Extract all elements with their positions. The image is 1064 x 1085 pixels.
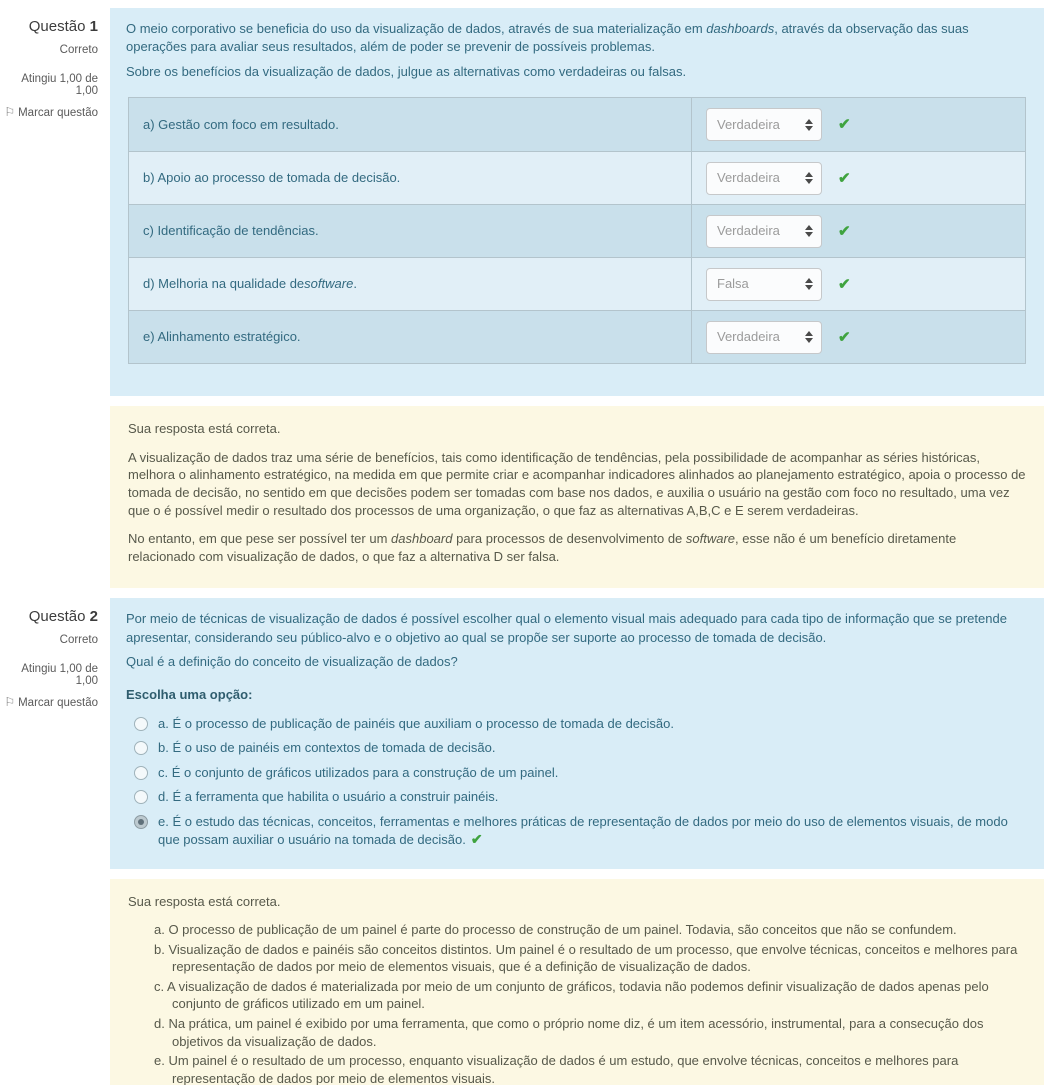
statement-cell	[129, 258, 692, 310]
select-arrows-icon	[805, 331, 813, 343]
select-value: Verdadeira	[717, 116, 780, 132]
question-2-text-1: Por meio de técnicas de visualização de dados é possível escolher qual o elemento visual mais adequado para cada tipo de informação que se pretende apresentar, considerando seu público-alvo e o objetivo ao qual se propõe ser suporte ao processo de tomada de decisão.	[126, 611, 1007, 645]
question-1-text-1	[126, 20, 1028, 57]
feedback-2-row	[0, 879, 1044, 1085]
answer-cell	[692, 311, 1025, 363]
answer-option-e[interactable]	[126, 810, 1028, 853]
select-arrows-icon	[805, 278, 813, 290]
answer-cell	[692, 98, 1025, 151]
feedback-1	[110, 406, 1044, 588]
statement-cell	[129, 311, 692, 363]
feedback-heading: Sua resposta está correta.	[128, 893, 281, 909]
info-spacer	[0, 406, 110, 588]
question-1-text-2: Sobre os benefícios da visualização de dados, julgue as alternativas como verdadeiras ou falsas.	[126, 63, 687, 79]
table-row-b	[129, 151, 1025, 204]
feedback-item-c: c. A visualização de dados é materializada por meio de um conjunto de gráficos, todavia não podemos definir visualização de dados apenas pelo conjunto de gráficos utilizado em um painel.	[154, 978, 989, 1012]
question-1-grade: Atingiu 1,00 de 1,00	[21, 73, 98, 97]
select-arrows-icon	[805, 119, 813, 131]
feedback-list	[154, 921, 1026, 1085]
question-2-content	[110, 598, 1044, 869]
answer-cell	[692, 152, 1025, 204]
correct-check-icon: ✔	[470, 831, 483, 848]
table-row-e	[129, 310, 1025, 363]
info-spacer	[0, 879, 110, 1085]
text-segment: , esse não é um benefício diretamente relacionado com visualização de dados, o que faz a alternativa D ser falsa.	[128, 531, 957, 564]
statement-cell	[129, 205, 692, 257]
choose-option-prompt: Escolha uma opção:	[126, 686, 253, 702]
text-segment: para processos de desenvolvimento de	[452, 531, 686, 547]
table-row-d	[129, 257, 1025, 310]
italic-term-software: software	[304, 276, 354, 292]
statement-cell	[129, 152, 692, 204]
statement-cell	[129, 98, 692, 151]
select-value: Falsa	[717, 276, 749, 292]
select-value: Verdadeira	[717, 223, 780, 239]
select-value: Verdadeira	[717, 329, 780, 345]
question-1	[0, 8, 1044, 396]
statement-text: d) Melhoria na qualidade de	[143, 276, 305, 292]
italic-term-software: software	[685, 531, 736, 547]
flag-icon: ⚐	[4, 105, 16, 119]
italic-term-dashboards: dashboards	[706, 21, 775, 36]
correct-check-icon: ✔	[838, 275, 851, 293]
option-label	[158, 764, 1028, 782]
question-2-number	[0, 608, 98, 625]
radio-button[interactable]	[134, 790, 148, 804]
feedback-item-d: d. Na prática, um painel é exibido por uma ferramenta, que como o próprio nome diz, é um item acessório, instrumental, para a consecução dos objetivos da visualização de dados.	[154, 1016, 984, 1049]
question-2-text-2: Qual é a definição do conceito de visualização de dados?	[126, 654, 458, 670]
question-1-state-badge: Correto	[59, 44, 98, 56]
question-1-info	[0, 8, 110, 396]
answer-select[interactable]	[706, 321, 822, 354]
text-segment: No entanto, em que pese ser possível ter um	[128, 531, 392, 547]
answer-cell	[692, 205, 1025, 257]
feedback-heading: Sua resposta está correta.	[128, 421, 281, 437]
select-arrows-icon	[805, 172, 813, 184]
feedback-paragraph-2	[128, 530, 1026, 565]
statement-text: e) Alinhamento estratégico.	[143, 329, 301, 345]
answer-table	[128, 97, 1026, 364]
italic-term-dashboard: dashboard	[391, 531, 453, 547]
statement-text: c) Identificação de tendências.	[143, 223, 319, 239]
feedback-paragraph-1: A visualização de dados traz uma série de benefícios, tais como identificação de tendências, pela possibilidade de acompanhar as séries históricas, melhora o alinhamento estratégico, na medida em que permite criar e acompanhar indicadores alinhados ao planejamento estratégico, apoia o processo de tomada de decisão, no sentido em que decisões podem ser tomadas com base nos dados, e auxilia o usuário na gestão com foco no resultado, uma vez que o é possível medir o resultado dos processos de uma organização, o que faz as alternativas A,B,C e E serem verdadeiras.	[128, 449, 1026, 518]
answer-select[interactable]	[706, 268, 822, 301]
flag-icon: ⚐	[4, 695, 16, 710]
question-2	[0, 598, 1044, 869]
select-arrows-icon	[805, 225, 813, 237]
radio-button[interactable]	[134, 741, 148, 755]
flag-label: Marcar questão	[18, 697, 98, 710]
answer-select[interactable]	[706, 162, 822, 195]
answer-option-c[interactable]	[126, 761, 1028, 785]
radio-button-selected[interactable]	[134, 815, 148, 829]
answer-select[interactable]	[706, 108, 822, 141]
question-word: Questão	[28, 608, 86, 626]
question-2-state-badge: Correto	[59, 634, 98, 647]
answer-option-b[interactable]	[126, 736, 1028, 760]
question-2-grade: Atingiu 1,00 de 1,00	[21, 663, 98, 688]
answer-option-d[interactable]	[126, 785, 1028, 809]
option-label	[158, 788, 1028, 806]
flag-label: Marcar questão	[18, 107, 98, 119]
option-label	[158, 715, 1028, 733]
radio-button[interactable]	[134, 766, 148, 780]
text-segment: O meio corporativo se beneficia do uso da visualização de dados, através de sua materialização em	[126, 21, 707, 36]
flag-question-button[interactable]	[0, 105, 98, 119]
table-row-c	[129, 204, 1025, 257]
question-1-content	[110, 8, 1044, 396]
correct-check-icon: ✔	[838, 169, 851, 187]
answer-select[interactable]	[706, 215, 822, 248]
option-text: b. É o uso de painéis em contextos de tomada de decisão.	[158, 740, 496, 756]
select-value: Verdadeira	[717, 170, 780, 186]
option-label	[158, 813, 1028, 850]
question-2-info	[0, 598, 110, 869]
correct-check-icon: ✔	[838, 328, 851, 346]
statement-text: b) Apoio ao processo de tomada de decisão.	[143, 170, 401, 186]
feedback-item-a: a. O processo de publicação de um painel é parte do processo de construção de um painel. Todavia, são conceitos que não se confundem.	[154, 922, 957, 938]
option-label	[158, 739, 1028, 757]
feedback-item-e: e. Um painel é o resultado de um processo, enquanto visualização de dados é um estudo, que envolve técnicas, conceitos e melhores para representação de dados por meio de elementos visuais.	[154, 1053, 959, 1085]
option-text: d. É a ferramenta que habilita o usuário a construir painéis.	[158, 789, 499, 805]
options-group	[126, 712, 1028, 853]
correct-check-icon: ✔	[838, 116, 851, 134]
feedback-1-row	[0, 406, 1044, 588]
statement-text: .	[353, 276, 357, 292]
option-text: a. É o processo de publicação de painéis que auxiliam o processo de tomada de decisão.	[158, 716, 674, 731]
answer-option-a[interactable]	[126, 712, 1028, 736]
statement-text: a) Gestão com foco em resultado.	[143, 116, 339, 132]
question-1-number	[0, 18, 98, 35]
text-segment: , através da observação das suas operações para avaliar seus resultados, além de poder se prevenir de possíveis problemas.	[126, 21, 969, 55]
feedback-2	[110, 879, 1044, 1085]
question-no: 2	[89, 608, 98, 626]
question-word: Questão	[28, 18, 86, 35]
feedback-item-b: b. Visualização de dados e painéis são conceitos distintos. Um painel é o resultado de um processo, que envolve técnicas, conceitos e melhores para representação de dados por meio de elementos visuais, que é a definição de visualização de dados.	[154, 941, 1018, 975]
table-row-a	[129, 98, 1025, 151]
correct-check-icon: ✔	[838, 222, 851, 240]
option-text: c. É o conjunto de gráficos utilizados para a construção de um painel.	[158, 764, 559, 780]
option-text: e. É o estudo das técnicas, conceitos, ferramentas e melhores práticas de representação de dados por meio do uso de elementos visuais, de modo que possam auxiliar o usuário na tomada de decisão.	[158, 813, 1008, 848]
flag-question-button[interactable]	[0, 695, 98, 709]
radio-button[interactable]	[134, 717, 148, 731]
question-no: 1	[89, 18, 98, 35]
answer-cell	[692, 258, 1025, 310]
